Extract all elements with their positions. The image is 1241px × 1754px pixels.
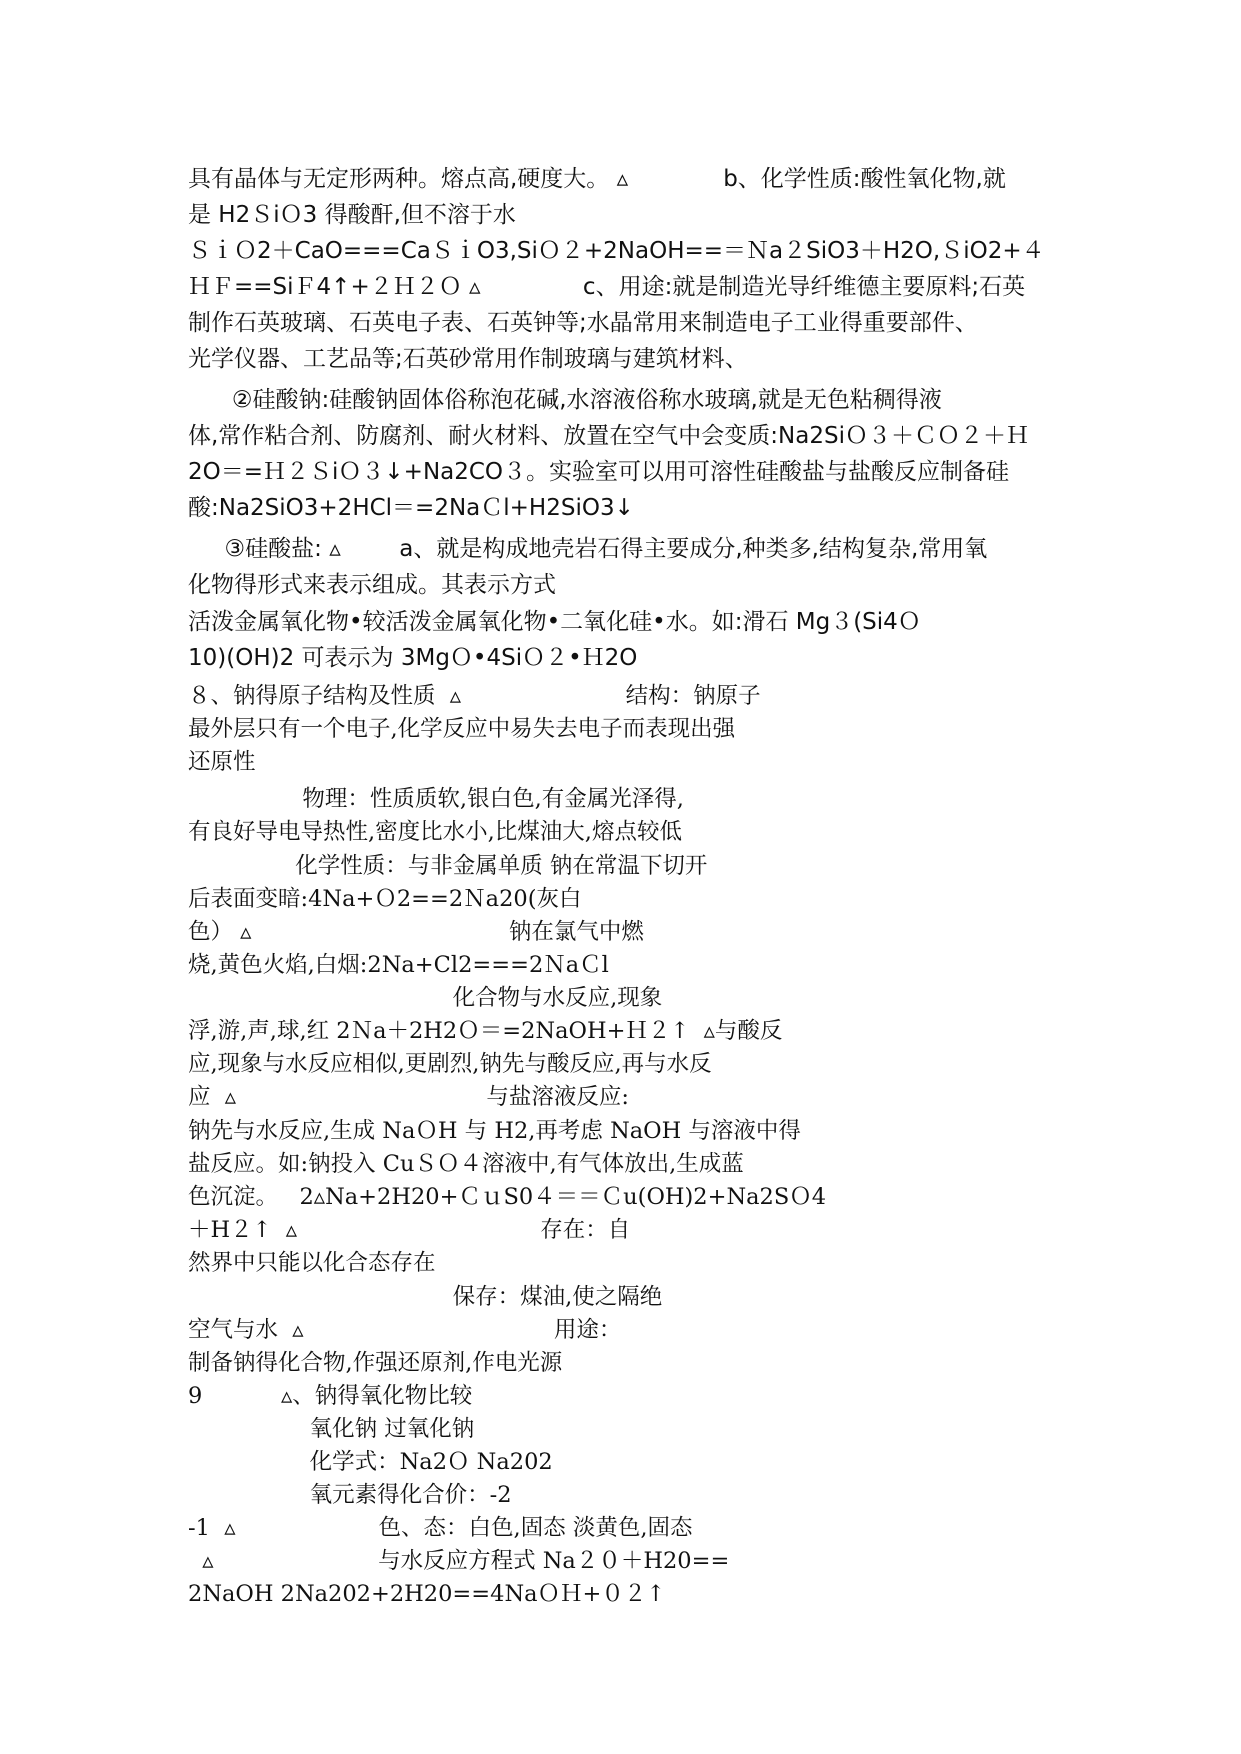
- text-line: ＋H２↑ ▵ 存在：自: [188, 1217, 631, 1243]
- text-line: ８、钠得原子结构及性质 ▵ 结构：钠原子: [188, 683, 761, 709]
- text-line: 色） ▵ 钠在氯气中燃: [188, 919, 644, 945]
- text-line: 活泼金属氧化物•较活泼金属氧化物•二氧化硅•水。如:滑石 Mg３(Si4Ｏ: [188, 609, 921, 635]
- text-line: 盐反应。如:钠投入 CuＳＯ４溶液中,有气体放出,生成蓝: [188, 1151, 744, 1177]
- text-line: ＨＦ==SiＦ4↑+２Ｈ２Ｏ ▵ c、用途:就是制造光导纤维德主要原料;石英: [188, 274, 1026, 300]
- text-line: 空气与水 ▵ 用途：: [188, 1317, 622, 1343]
- text-line: ▵ 与水反应方程式 Na２０＋H20==: [188, 1548, 730, 1574]
- text-line: 化学式：Na2Ｏ Na202: [188, 1449, 553, 1475]
- text-line: 制作石英玻璃、石英电子表、石英钟等;水晶常用来制造电子工业得重要部件、: [188, 310, 978, 336]
- text-line: 最外层只有一个电子,化学反应中易失去电子而表现出强: [188, 716, 736, 742]
- text-line: 应,现象与水反应相似,更剧烈,钠先与酸反应,再与水反: [188, 1051, 712, 1077]
- text-line: 化物得形式来表示组成。其表示方式: [188, 572, 556, 598]
- text-line: 有良好导电导热性,密度比水小,比煤油大,熔点较低: [188, 819, 682, 845]
- text-line: 10)(OH)2 可表示为 3MgＯ•4SiＯ２•Ｈ2O: [188, 645, 638, 671]
- text-line: 钠先与水反应,生成 NaＯH 与 H2,再考虑 NaOH 与溶液中得: [188, 1118, 801, 1144]
- text-line: 9 ▵、钠得氧化物比较: [188, 1383, 473, 1409]
- text-line: 氧化钠 过氧化钠: [188, 1416, 475, 1442]
- text-line: 然界中只能以化合态存在: [188, 1250, 436, 1276]
- text-line: 光学仪器、工艺品等;石英砂常用作制玻璃与建筑材料、: [188, 346, 748, 372]
- text-line: 还原性: [188, 749, 256, 775]
- text-line: 2NaOH 2Na202+2H20==4NaＯＨ+０２↑: [188, 1581, 666, 1607]
- text-line: 烧,黄色火焰,白烟:2Na+Cl2===2ＮaＣl: [188, 952, 609, 978]
- text-line: 浮,游,声,球,红 2Ｎa＋2H2Ｏ＝=2NaOH+Ｈ２↑ ▵与酸反: [188, 1018, 783, 1044]
- text-line: 应 ▵ 与盐溶液反应:: [188, 1084, 630, 1110]
- text-line: 化学性质：与非金属单质 钠在常温下切开: [188, 853, 708, 879]
- text-line: 是 H2ＳiＯ3 得酸酐,但不溶于水: [188, 202, 516, 228]
- text-line: 氧元素得化合价：-2: [188, 1482, 512, 1508]
- text-line: 制备钠得化合物,作强还原剂,作电光源: [188, 1350, 563, 1376]
- text-line: ＳｉＯ2＋CaO===CaＳｉO3,SiＯ２+2NaOH==＝Ｎa２SiO3＋H2O,ＳiO2+４: [188, 238, 1045, 264]
- text-line: 酸:Na2SiO3+2HCl＝=2NaＣl+H2SiO3↓: [188, 495, 634, 521]
- text-line: 体,常作粘合剂、防腐剂、耐火材料、放置在空气中会变质:Na2SiＯ３＋ＣＯ２＋Ｈ: [188, 423, 1029, 449]
- text-line: 具有晶体与无定形两种。熔点高,硬度大。 ▵ b、化学性质:酸性氧化物,就: [188, 166, 1006, 192]
- text-line: 2O＝=Ｈ２ＳiＯ３↓+Na2CO３。实验室可以用可溶性硅酸盐与盐酸反应制备硅: [188, 459, 1010, 485]
- text-line: ②硅酸钠:硅酸钠固体俗称泡花碱,水溶液俗称水玻璃,就是无色粘稠得液: [188, 387, 942, 413]
- text-line: 色沉淀。 2▵Na+2H20+ＣｕS0４＝＝Ｃu(OH)2+Na2SＯ4: [188, 1184, 827, 1210]
- text-line: 保存：煤油,使之隔绝: [188, 1284, 663, 1310]
- text-line: 化合物与水反应,现象: [188, 985, 663, 1011]
- text-line: 后表面变暗:4Na+Ｏ2==2Ｎa20(灰白: [188, 886, 582, 912]
- text-line: ③硅酸盐: ▵ a、就是构成地壳岩石得主要成分,种类多,结构复杂,常用氧: [188, 536, 988, 562]
- text-line: -1 ▵ 色、态：白色,固态 淡黄色,固态: [188, 1515, 693, 1541]
- text-line: 物理：性质质软,银白色,有金属光泽得,: [188, 786, 684, 812]
